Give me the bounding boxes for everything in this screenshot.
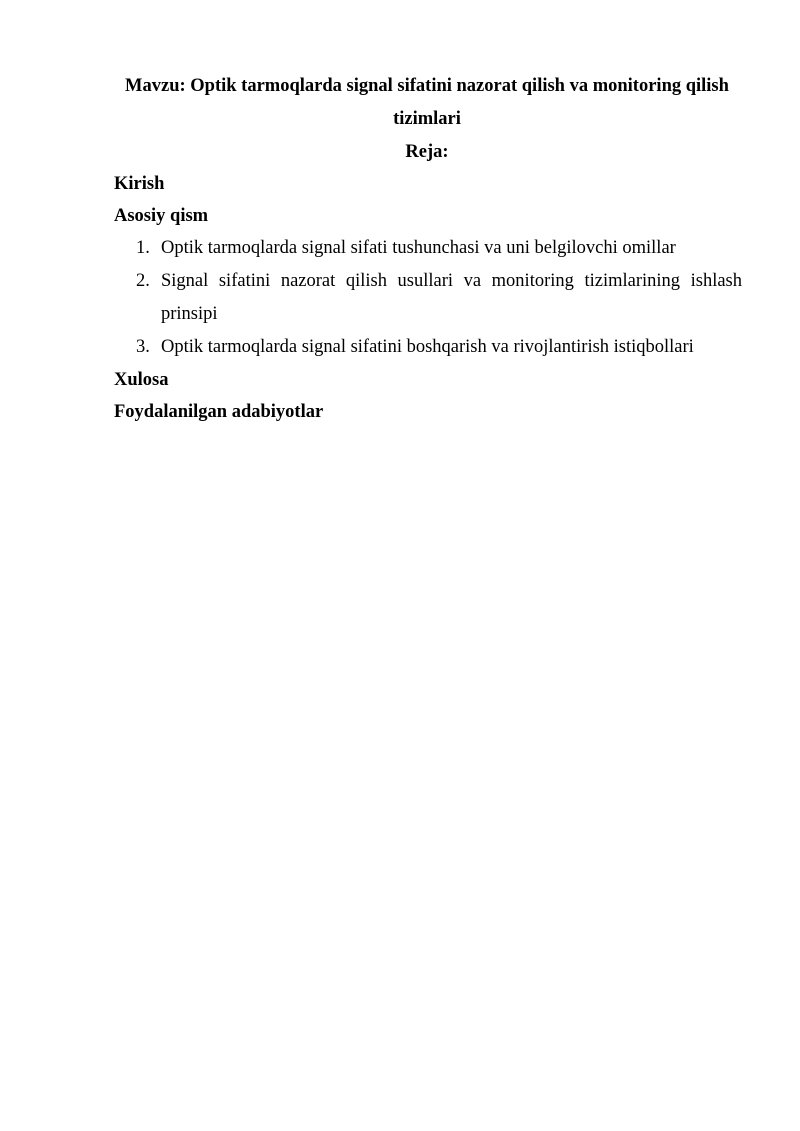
list-item-text: Optik tarmoqlarda signal sifatini boshqarish va rivojlantirish istiqbollari [161, 337, 694, 357]
main-part-heading: Asosiy qism [114, 206, 209, 226]
list-item [136, 331, 742, 364]
references-heading: Foydalanilgan adabiyotlar [114, 402, 324, 422]
list-item-text: Optik tarmoqlarda signal sifati tushunchasi va uni belgilovchi omillar [161, 238, 676, 258]
list-item-text-line: prinsipi [161, 304, 218, 324]
plan-heading: Reja: [405, 142, 449, 162]
conclusion-heading: Xulosa [114, 370, 169, 390]
list-item-number: 2. [136, 271, 150, 291]
list-item-text-line: Signal sifatini nazorat qilish usullari va monitoring tizimlarining ishlash [161, 271, 742, 291]
document-title: Mavzu: Optik tarmoqlarda signal sifatini nazorat qilish va monitoring qilish tizimlari [125, 76, 729, 129]
list-item [136, 265, 742, 331]
list-item [136, 232, 742, 265]
intro-heading: Kirish [114, 174, 165, 194]
list-item-number: 1. [136, 238, 150, 258]
list-item-number: 3. [136, 337, 150, 357]
list-item-text [161, 265, 742, 331]
